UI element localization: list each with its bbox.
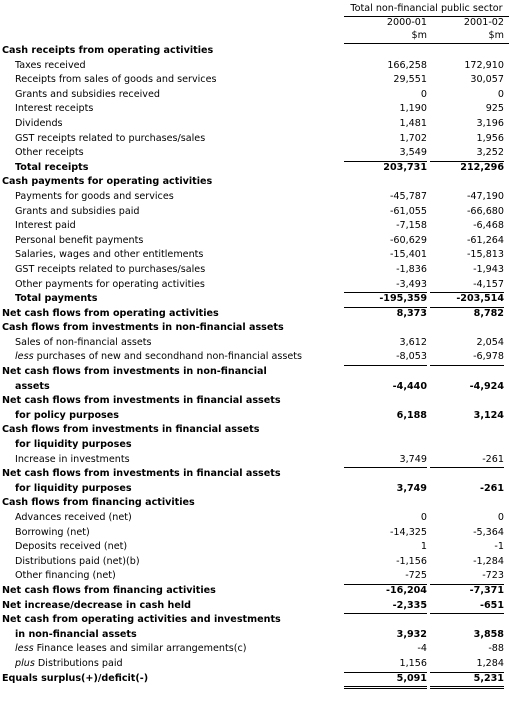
table-row (0, 175, 509, 190)
value-2001-02: 3,252 (430, 146, 504, 162)
row-label: Payments for goods and services (15, 190, 174, 202)
table-row (0, 307, 509, 322)
table-row (0, 44, 509, 59)
value-2001-02: -6,468 (473, 220, 504, 232)
value-2000-01: 5,091 (344, 672, 427, 690)
table-row (0, 278, 509, 293)
value-2001-02: 925 (485, 103, 504, 115)
value-2000-01: 3,932 (396, 628, 427, 640)
row-label: Total receipts (15, 161, 89, 173)
value-2001-02: 1,956 (476, 132, 504, 144)
table-row (0, 219, 509, 234)
row-label: for policy purposes (15, 409, 119, 421)
table-row (0, 599, 509, 614)
value-2001-02: -203,514 (430, 292, 504, 308)
value-2001-02: -1 (494, 541, 504, 553)
row-label: less Finance leases and similar arrangements(c) (15, 643, 247, 655)
value-2001-02: -261 (430, 453, 504, 469)
row-label: plus Distributions paid (15, 657, 123, 669)
row-label: Dividends (15, 117, 63, 129)
value-2000-01: 29,551 (393, 74, 427, 86)
table-row (0, 248, 509, 263)
value-2000-01: 3,749 (396, 482, 427, 494)
value-2000-01: -2,335 (344, 599, 427, 615)
row-label: GST receipts related to purchases/sales (15, 132, 206, 144)
table-row (0, 102, 509, 117)
table-row (0, 482, 509, 497)
table-row (0, 642, 509, 657)
row-label: Net cash flows from investments in financial assets (2, 468, 281, 480)
value-2000-01: 1,190 (399, 103, 427, 115)
table-row (0, 292, 509, 307)
value-2001-02: -723 (430, 569, 504, 585)
row-label: Personal benefit payments (15, 234, 144, 246)
value-2000-01: -3,493 (344, 278, 427, 294)
value-2000-01: 1,156 (344, 657, 427, 673)
row-label: Net increase/decrease in cash held (2, 599, 192, 611)
value-2000-01: 1,702 (399, 132, 427, 144)
row-label: GST receipts related to purchases/sales (15, 263, 206, 275)
value-2000-01: 203,731 (383, 161, 427, 173)
value-2000-01: -45,787 (389, 190, 427, 202)
unit-label-a: $m (411, 30, 427, 41)
value-2000-01: 1 (420, 541, 427, 553)
table-row (0, 205, 509, 220)
value-2001-02: 3,124 (473, 409, 504, 421)
table-row (0, 628, 509, 643)
value-2001-02: -5,364 (473, 526, 504, 538)
row-label: Interest receipts (15, 103, 94, 115)
value-2001-02: 172,910 (464, 59, 504, 71)
table-row (0, 511, 509, 526)
value-2000-01: -1,836 (396, 263, 427, 275)
unit-label-b: $m (488, 30, 504, 41)
table-row (0, 409, 509, 424)
value-2001-02: 30,057 (470, 74, 504, 86)
header-unit-row (0, 29, 509, 43)
table-body (0, 44, 509, 686)
column-header-2001-02: 2001-02 (463, 17, 504, 28)
row-label: Receipts from sales of goods and services (15, 74, 217, 86)
row-label: Advances received (net) (15, 512, 132, 523)
row-label: Equals surplus(+)/deficit(-) (2, 672, 149, 684)
row-label: Other receipts (15, 147, 84, 159)
row-label: Net cash flows from operating activities (2, 307, 219, 319)
row-label: in non-financial assets (15, 628, 137, 640)
table-row (0, 59, 509, 74)
row-label: Cash payments for operating activities (2, 176, 213, 188)
value-2001-02: 3,196 (476, 117, 504, 129)
table-row (0, 132, 509, 147)
row-label: Net cash from operating activities and investments (2, 614, 281, 626)
row-label: for liquidity purposes (15, 482, 132, 494)
table-row (0, 555, 509, 570)
table-row (0, 380, 509, 395)
table-row (0, 584, 509, 599)
table-row (0, 496, 509, 511)
table-row (0, 73, 509, 88)
value-2000-01: 8,373 (396, 307, 427, 319)
value-2000-01: -16,204 (385, 584, 427, 596)
value-2001-02: -61,264 (466, 234, 504, 246)
value-2000-01: 1,481 (399, 117, 427, 129)
row-label: Sales of non-financial assets (15, 336, 152, 348)
value-2001-02: -1,943 (473, 263, 504, 275)
table-row (0, 540, 509, 555)
value-2000-01: -725 (344, 569, 427, 585)
value-2000-01: -1,156 (396, 555, 427, 567)
value-2000-01: -61,055 (389, 205, 427, 217)
row-label: Salaries, wages and other entitlements (15, 249, 204, 261)
table-row (0, 467, 509, 482)
value-2000-01: -4 (417, 643, 427, 655)
table-row (0, 672, 509, 687)
row-label: assets (15, 380, 50, 392)
value-2001-02: 5,231 (430, 672, 504, 690)
value-2000-01: 166,258 (387, 59, 427, 71)
table-row (0, 423, 509, 438)
value-2001-02: -6,978 (430, 350, 504, 366)
table-row (0, 394, 509, 409)
table-row (0, 263, 509, 278)
table-row (0, 161, 509, 176)
value-2001-02: -261 (479, 482, 504, 494)
column-group-title: Total non-financial public sector (350, 3, 503, 14)
row-label: Cash flows from financing activities (2, 497, 195, 509)
value-2000-01: 0 (420, 512, 427, 523)
value-2001-02: -4,924 (469, 380, 504, 392)
value-2001-02: 212,296 (460, 161, 504, 173)
value-2001-02: 3,858 (473, 628, 504, 640)
table-row (0, 453, 509, 468)
table-row (0, 569, 509, 584)
value-2001-02: -1,284 (473, 555, 504, 567)
value-2000-01: -7,158 (396, 220, 427, 232)
row-label: Net cash flows from financing activities (2, 584, 216, 596)
value-2000-01: -4,440 (392, 380, 427, 392)
row-label: Cash receipts from operating activities (2, 45, 214, 56)
value-2001-02: 0 (497, 512, 504, 523)
row-label: Cash flows from investments in non-financial assets (2, 322, 284, 334)
value-2001-02: -47,190 (466, 190, 504, 202)
row-label: Net cash flows from investments in non-financial (2, 366, 267, 378)
value-2001-02: 0 (497, 88, 504, 100)
row-label: less purchases of new and secondhand non-financial assets (15, 351, 303, 363)
row-label: Cash flows from investments in financial assets (2, 424, 260, 436)
table-row (0, 526, 509, 541)
value-2001-02: -15,813 (466, 249, 504, 261)
value-2000-01: 3,549 (344, 146, 427, 162)
value-2000-01: -14,325 (389, 526, 427, 538)
table-row (0, 613, 509, 628)
table-row (0, 234, 509, 249)
value-2001-02: 2,054 (476, 336, 504, 348)
table-row (0, 146, 509, 161)
row-label: Grants and subsidies paid (15, 205, 140, 217)
row-label: for liquidity purposes (15, 439, 132, 451)
row-label: Borrowing (net) (15, 526, 90, 538)
table-row (0, 657, 509, 672)
row-label: Distributions paid (net)(b) (15, 555, 140, 567)
table-row (0, 365, 509, 380)
value-2001-02: -651 (430, 599, 504, 615)
table-row (0, 88, 509, 103)
row-label: Increase in investments (15, 453, 130, 465)
row-label: Taxes received (15, 59, 86, 71)
value-2001-02: -7,371 (469, 584, 504, 596)
value-2000-01: 0 (420, 88, 427, 100)
value-2000-01: -15,401 (389, 249, 427, 261)
table-row (0, 190, 509, 205)
value-2000-01: 6,188 (396, 409, 427, 421)
row-label: Net cash flows from investments in financial assets (2, 395, 281, 407)
value-2001-02: -4,157 (430, 278, 504, 294)
row-label: Other financing (net) (15, 570, 116, 582)
value-2000-01: 3,612 (399, 336, 427, 348)
row-label: Other payments for operating activities (15, 278, 205, 290)
row-label: Grants and subsidies received (15, 88, 160, 100)
value-2001-02: 1,284 (430, 657, 504, 673)
table-row (0, 438, 509, 453)
value-2000-01: -8,053 (344, 350, 427, 366)
row-label: Interest paid (15, 220, 76, 232)
value-2001-02: -88 (488, 643, 504, 655)
table-row (0, 336, 509, 351)
table-row (0, 350, 509, 365)
value-2000-01: -60,629 (389, 234, 427, 246)
row-label: Deposits received (net) (15, 541, 128, 553)
value-2000-01: -195,359 (344, 292, 427, 308)
table-row (0, 321, 509, 336)
value-2000-01: 3,749 (344, 453, 427, 469)
value-2001-02: -66,680 (466, 205, 504, 217)
row-label: Total payments (15, 293, 98, 305)
header-year-row (0, 16, 509, 30)
header-group-row (0, 2, 509, 16)
table-row (0, 117, 509, 132)
column-header-2000-01: 2000-01 (386, 17, 427, 28)
value-2001-02: 8,782 (473, 307, 504, 319)
